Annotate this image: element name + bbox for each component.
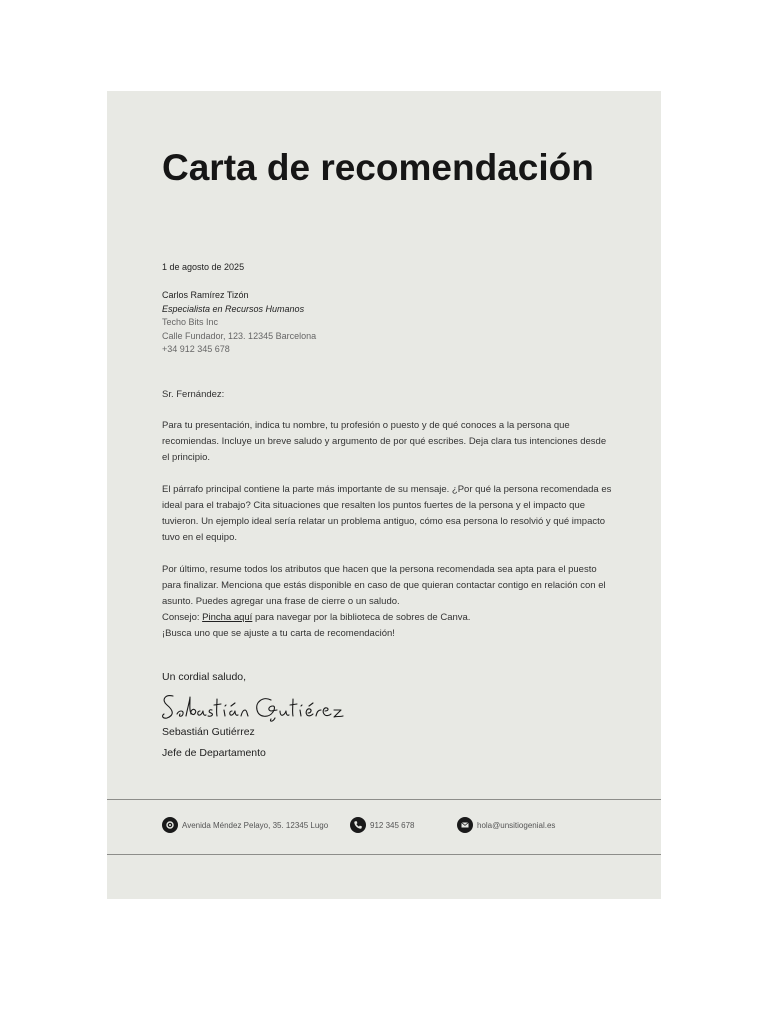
- phone-icon: [350, 817, 366, 833]
- location-pin-icon: [162, 817, 178, 833]
- footer-address-text: Avenida Méndez Pelayo, 35. 12345 Lugo: [182, 820, 329, 830]
- signer-name: Sebastián Gutiérrez: [162, 726, 255, 738]
- tip-suffix: para navegar por la biblioteca de sobres de Canva.: [252, 612, 471, 623]
- recipient-block: [162, 289, 316, 357]
- paragraph-intro: Para tu presentación, indica tu nombre, tu profesión o puesto y de qué conoces a la persona que recomiendas. Incluye un breve saludo y argumento de por qué escribes. Deja clara tus intenciones desde el principio.: [162, 420, 607, 463]
- recipient-role: Especialista en Recursos Humanos: [162, 303, 305, 314]
- tip-prefix: Consejo:: [162, 612, 203, 623]
- paragraph-closing: [162, 562, 612, 642]
- footer-divider-top: [107, 799, 661, 800]
- recipient-name: Carlos Ramírez Tizón: [162, 290, 249, 300]
- signer-title: Jefe de Departamento: [162, 747, 266, 759]
- paragraph-main: El párrafo principal contiene la parte más importante de su mensaje. ¿Por qué la persona recomendada es ideal para el trabajo? Cita situaciones que resalten los puntos fuertes de la persona y el impacto que tuvieron. Un ejemplo ideal sería relatar un problema antiguo, cómo esa persona lo resolvió y qué impacto tuvo en el equipo.: [162, 484, 612, 543]
- paragraph-closing-text: Por último, resume todos los atributos que hacen que la persona recomendada sea apta para el puesto para finalizar. Menciona que estás disponible en caso de que quieran contactar contigo en relación con el asunto. Puedes agregar una frase de cierre o un saludo.: [162, 564, 606, 607]
- footer-phone: [350, 817, 415, 833]
- letter-date: 1 de agosto de 2025: [162, 262, 245, 272]
- letter-body: [162, 418, 612, 658]
- page-title: Carta de recomendación: [162, 147, 594, 188]
- footer-address: [162, 817, 328, 833]
- tip-line2: ¡Busca uno que se ajuste a tu carta de recomendación!: [162, 628, 395, 639]
- recipient-company: Techo Bits Inc: [162, 317, 219, 327]
- tip-link[interactable]: Pincha aquí: [202, 612, 253, 623]
- footer-email: [457, 817, 555, 833]
- salutation: Sr. Fernández:: [162, 389, 225, 400]
- envelope-icon: [457, 817, 473, 833]
- closing-line: Un cordial saludo,: [162, 671, 247, 683]
- recipient-address: Calle Fundador, 123. 12345 Barcelona: [162, 330, 317, 341]
- footer-email-text[interactable]: hola@unsitiogenial.es: [477, 820, 556, 830]
- letter-page: [107, 91, 661, 899]
- footer-divider-bottom: [107, 854, 661, 855]
- recipient-phone: +34 912 345 678: [162, 344, 230, 354]
- handwritten-signature: [159, 690, 379, 724]
- footer-phone-text: 912 345 678: [370, 820, 415, 830]
